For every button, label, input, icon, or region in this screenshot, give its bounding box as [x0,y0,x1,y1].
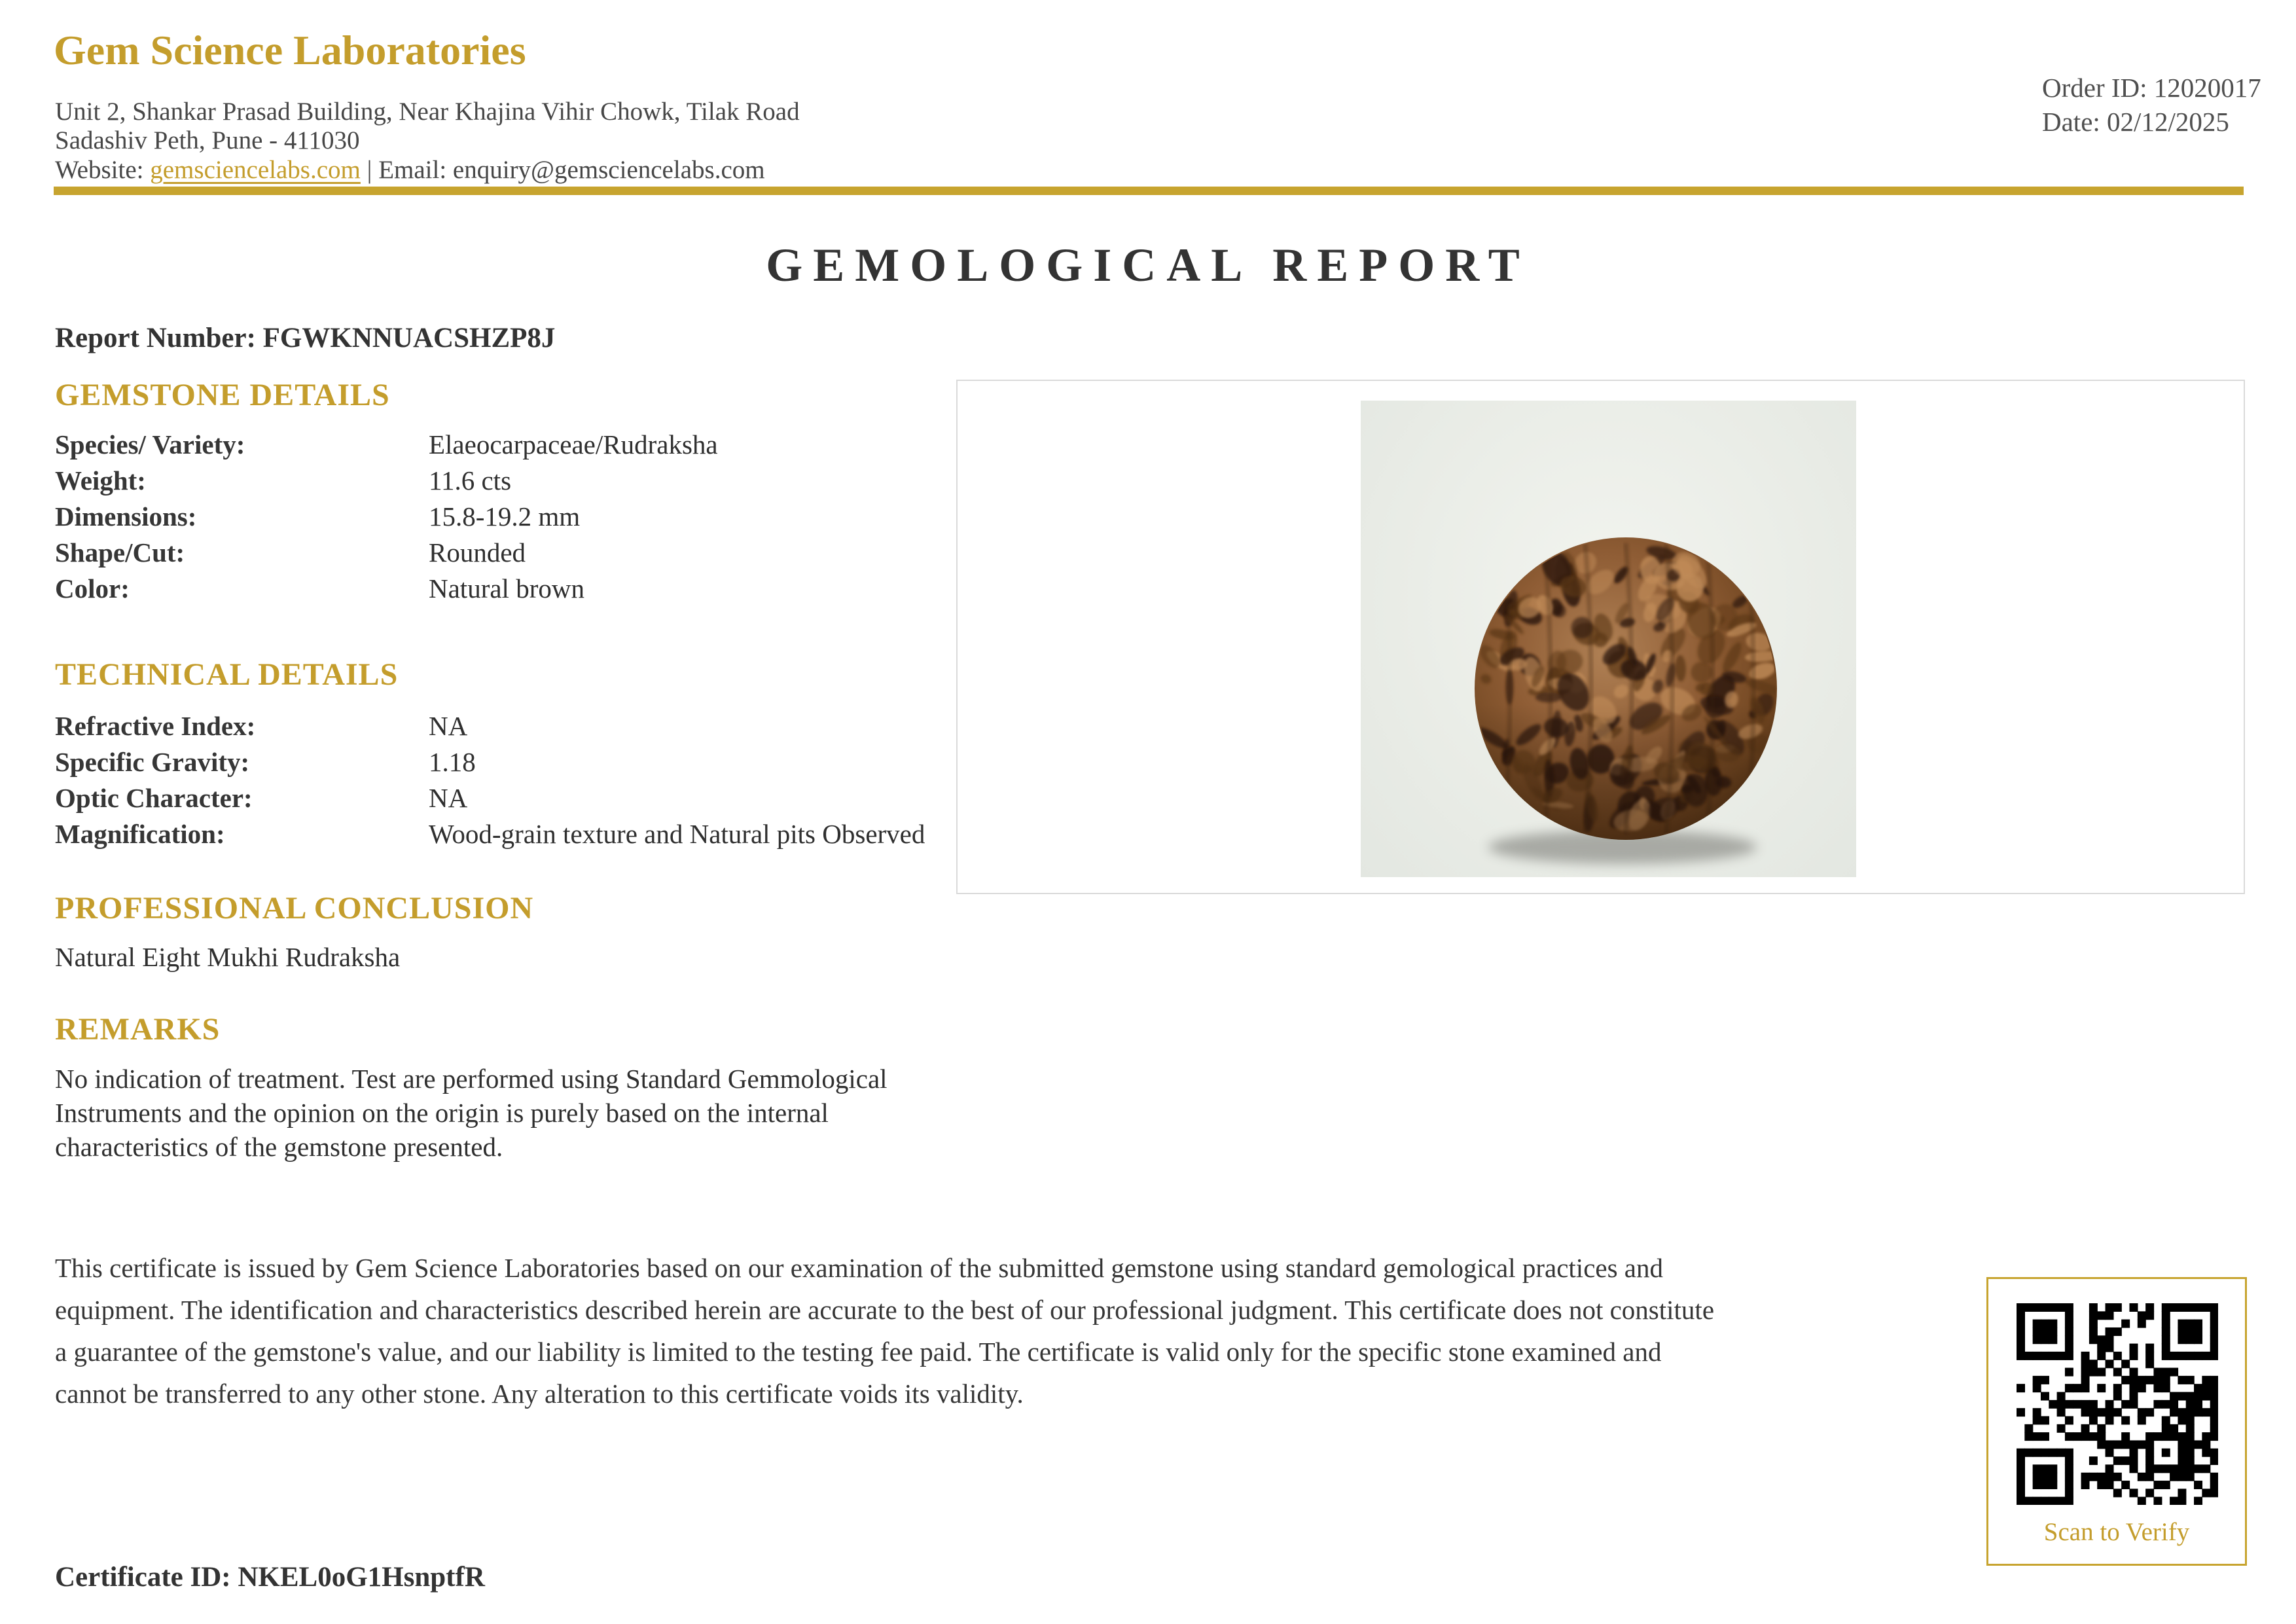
certificate-id-value: NKEL0oG1HsnptfR [238,1562,485,1593]
detail-row-weight [55,465,958,496]
section-heading-professional-conclusion: PROFESSIONAL CONCLUSION [55,891,534,926]
date-label: Date: [2042,107,2100,137]
detail-label: Refractive Index: [55,711,256,741]
qr-code [2017,1303,2218,1505]
detail-value: Elaeocarpaceae/Rudraksha [429,429,718,460]
contact-separator: | [367,156,372,184]
detail-value: 1.18 [429,747,476,777]
header-divider-bar [54,187,2244,195]
section-heading-gemstone-details: GEMSTONE DETAILS [55,378,390,412]
company-address-line1: Unit 2, Shankar Prasad Building, Near Khajina Vihir Chowk, Tilak Road [55,98,800,126]
detail-row-species [55,429,958,460]
certificate-id-label: Certificate ID: [55,1562,231,1593]
detail-row-magnification [55,818,958,850]
detail-value: NA [429,711,468,741]
order-id-line [2042,71,2261,105]
date-value: 02/12/2025 [2107,107,2229,137]
detail-row-color [55,573,958,604]
detail-label: Optic Character: [55,783,253,813]
order-info-block [2042,71,2261,139]
detail-value: 11.6 cts [429,465,512,496]
detail-value: Natural brown [429,573,584,604]
detail-label: Dimensions: [55,501,197,532]
gemstone-photo [1361,401,1856,877]
detail-row-optic-character [55,782,958,814]
gemstone-photo-frame [956,380,2245,894]
detail-row-specific-gravity [55,746,958,778]
detail-label: Color: [55,573,130,604]
section-heading-technical-details: TECHNICAL DETAILS [55,657,399,692]
detail-label: Weight: [55,465,146,496]
detail-row-refractive-index [55,710,958,742]
report-number-value: FGWKNNUACSHZP8J [262,323,556,353]
detail-row-shape [55,537,958,568]
website-link[interactable]: gemsciencelabs.com [150,156,361,184]
section-heading-remarks: REMARKS [55,1012,221,1047]
date-line [2042,105,2261,139]
detail-value: Wood-grain texture and Natural pits Observed [429,819,925,849]
detail-value: 15.8-19.2 mm [429,501,581,532]
order-id-value: 12020017 [2153,73,2261,103]
detail-value: NA [429,783,468,813]
qr-caption: Scan to Verify [2043,1518,2190,1546]
email-label: Email: [378,156,447,184]
certificate-id-line [55,1561,485,1593]
company-address-line2: Sadashiv Peth, Pune - 411030 [55,126,360,154]
email-value: enquiry@gemsciencelabs.com [452,156,765,184]
remarks-text: No indication of treatment. Test are performed using Standard Gemmological Instruments and the opinion on the origin is purely based on the internal characteristics of the gemstone presented. [55,1064,888,1162]
website-label: Website: [55,156,144,184]
detail-label: Species/ Variety: [55,429,245,460]
report-number-label: Report Number: [55,323,256,353]
certificate-disclaimer: This certificate is issued by Gem Science Laboratories based on our examination of the submitted gemstone using standard gemological practices and equipment. The identification and characteristics described herein are accurate to the best of our professional judgment. This certificate does not constitute a guarantee of the gemstone's value, and our liability is limited to the testing fee paid. The certificate is valid only for the specific stone examined and cannot be transferred to any other stone. Any alteration to this certificate voids its validity. [55,1253,1715,1409]
professional-conclusion-text: Natural Eight Mukhi Rudraksha [55,942,401,972]
detail-label: Shape/Cut: [55,537,185,568]
qr-verification-box [1986,1277,2247,1566]
rudraksha-bead-image [1361,401,1856,877]
report-number-line [55,322,555,354]
company-name: Gem Science Laboratories [54,27,526,73]
detail-value: Rounded [429,537,526,568]
detail-row-dimensions [55,501,958,532]
detail-label: Magnification: [55,819,225,849]
page-title: GEMOLOGICAL REPORT [766,239,1530,291]
company-contact-line [55,155,765,185]
detail-label: Specific Gravity: [55,747,250,777]
order-id-label: Order ID: [2042,73,2147,103]
